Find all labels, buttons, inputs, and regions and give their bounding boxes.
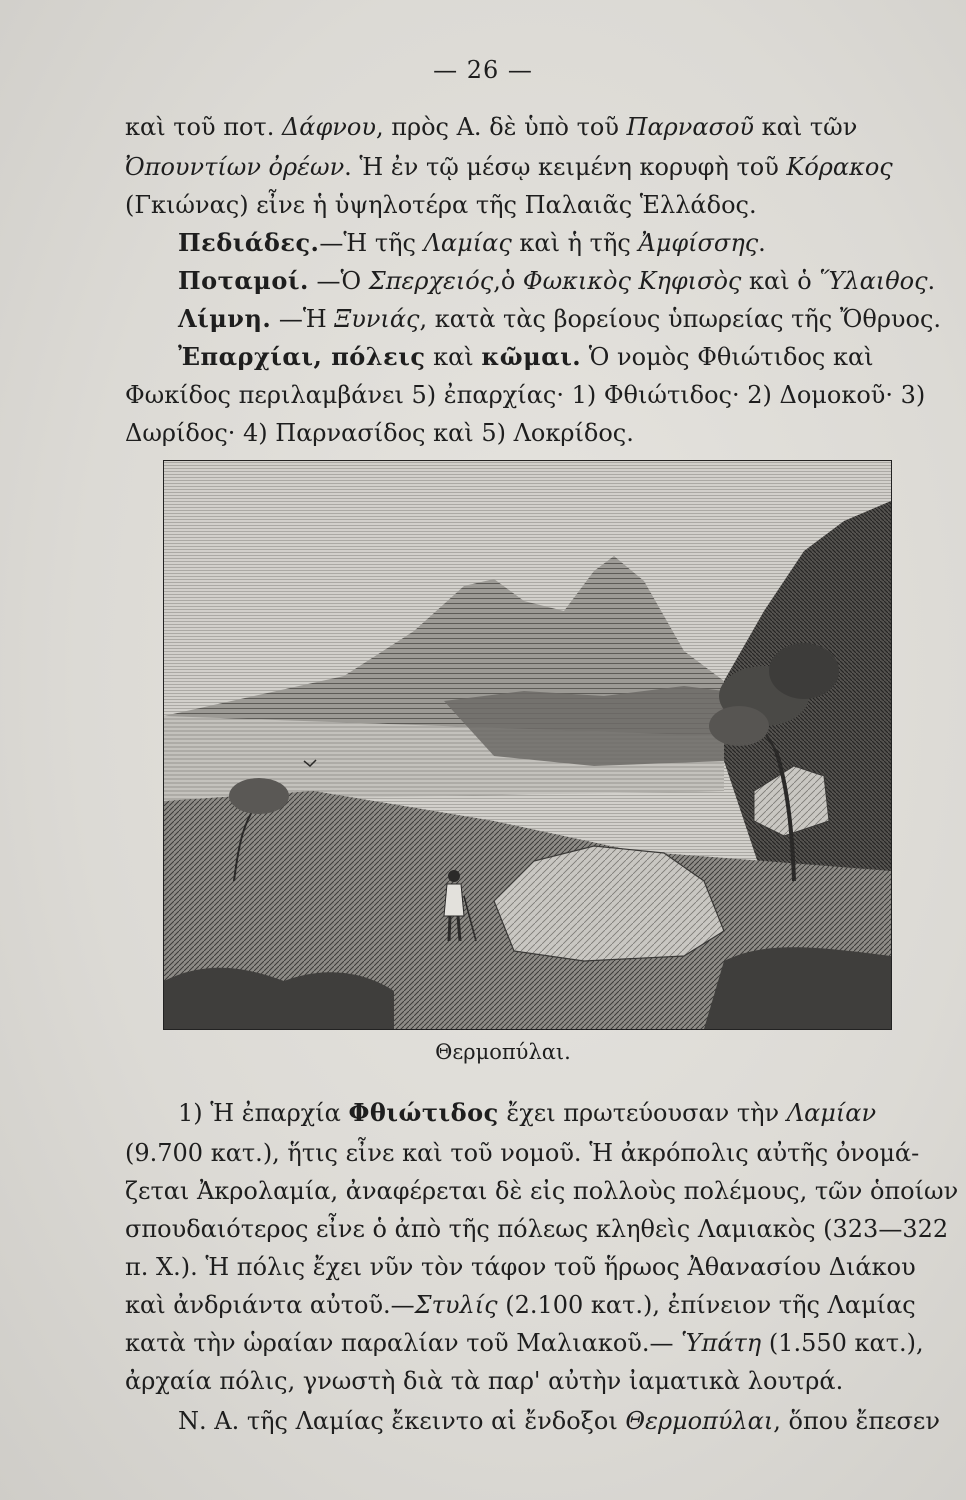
text-line <box>125 1366 843 1396</box>
text-run: (2.100 κατ.), ἐπίνειον τῆς Λαμίας <box>497 1291 916 1319</box>
text-line <box>125 1214 948 1244</box>
text-run: καὶ ὁ <box>741 267 820 295</box>
text-run: Δωρίδος· 4) Παρνασίδος καὶ 5) Λοκρίδος. <box>125 419 634 447</box>
text-run-italic: Ὕλαιθος <box>819 267 928 295</box>
text-line <box>178 1098 876 1128</box>
text-run: κατὰ τὴν ὡραίαν παραλίαν τοῦ Μαλιακοῦ.— <box>125 1329 682 1357</box>
section-heading: Πεδιάδες. <box>178 228 320 257</box>
text-run: καὶ τῶν <box>754 113 858 141</box>
text-run: , ὅπου ἔπεσεν <box>773 1407 940 1435</box>
text-line <box>125 1252 916 1282</box>
text-line <box>125 1176 958 1206</box>
text-run-italic: Λαμίας <box>423 229 512 257</box>
text-run-italic: Ξυνιάς <box>334 305 420 333</box>
section-heading: Φθιώτιδος <box>348 1098 499 1127</box>
text-run: καὶ ἡ τῆς <box>511 229 639 257</box>
text-line <box>125 380 925 410</box>
text-run: Φωκίδος περιλαμβάνει 5) ἐπαρχίας· 1) Φθιώτιδος· 2) Δομοκοῦ· 3) <box>125 381 926 409</box>
text-run: καὶ ἀνδριάντα αὐτοῦ.— <box>125 1291 415 1319</box>
text-run: καὶ <box>425 343 482 371</box>
engraving-illustration <box>163 460 892 1030</box>
text-line <box>178 228 766 258</box>
text-run: —Ἡ <box>271 305 335 333</box>
page-number: — 26 — <box>433 56 533 84</box>
text-line <box>125 1328 924 1358</box>
text-run: (Γκιώνας) εἶνε ἡ ὑψηλοτέρα τῆς Παλαιᾶς Ἑλλάδος. <box>125 191 757 219</box>
text-run-italic: Κόρακος <box>786 153 893 181</box>
section-heading: κῶμαι. <box>481 342 582 371</box>
text-run-italic: Σπερχειός <box>368 267 494 295</box>
text-run: ἔχει πρωτεύουσαν τὴν <box>498 1099 787 1127</box>
text-run-italic: Λαμίαν <box>786 1099 877 1127</box>
text-run: σπουδαιότερος εἶνε ὁ ἀπὸ τῆς πόλεως κληθεὶς Λαμιακὸς (323—322 <box>125 1215 949 1243</box>
text-run: , πρὸς Α. δὲ ὑπὸ τοῦ <box>375 113 627 141</box>
text-run: (9.700 κατ.), ἥτις εἶνε καὶ τοῦ νομοῦ. Ἡ ἀκρόπολις αὐτῆς ὀνομά- <box>125 1139 920 1167</box>
text-line <box>125 418 634 448</box>
text-run-italic: Φωκικὸς Κηφισὸς <box>522 267 742 295</box>
text-run: 1) Ἡ ἐπαρχία <box>178 1099 349 1127</box>
text-run-italic: Δάφνου <box>281 113 376 141</box>
text-run: (1.550 κατ.), <box>761 1329 924 1357</box>
text-line <box>125 1138 919 1168</box>
section-heading: Λίμνη. <box>178 304 272 333</box>
text-run-italic: Ὀπουντίων ὀρέων <box>125 153 345 181</box>
text-line <box>178 342 874 372</box>
figure-caption: Θερμοπύλαι. <box>435 1040 571 1064</box>
text-run: καὶ τοῦ ποτ. <box>125 113 282 141</box>
text-line <box>125 190 757 220</box>
text-run: , κατὰ τὰς βορείους ὑπωρείας τῆς Ὄθρυος. <box>419 305 942 333</box>
text-run-italic: Ἀμφίσσης <box>638 229 759 257</box>
text-run: . <box>758 229 766 257</box>
text-run: . Ἡ ἐν τῷ μέσῳ κειμένη κορυφὴ τοῦ <box>344 153 787 181</box>
text-line <box>125 1290 916 1320</box>
text-run-italic: Παρνασοῦ <box>626 113 754 141</box>
text-run: . <box>927 267 936 295</box>
text-run: π. Χ.). Ἡ πόλις ἔχει νῦν τὸν τάφον τοῦ ἥρωος Ἀθανασίου Διάκου <box>125 1253 916 1281</box>
text-run: ,ὁ <box>493 267 523 295</box>
text-line <box>178 304 941 334</box>
text-run: ζεται Ἀκρολαμία, ἀναφέρεται δὲ εἰς πολλοὺς πολέμους, τῶν ὁποίων <box>125 1177 959 1205</box>
landscape-drawing <box>164 461 891 1029</box>
text-run: —Ἡ τῆς <box>319 229 424 257</box>
text-run: Ν. Α. τῆς Λαμίας ἔκειντο αἱ ἔνδοξοι <box>178 1407 626 1435</box>
text-line <box>125 112 857 142</box>
text-line <box>178 1406 940 1436</box>
text-line <box>178 266 935 296</box>
text-run-italic: Στυλίς <box>414 1291 498 1319</box>
text-run: Ὁ νομὸς Φθιώτιδος καὶ <box>581 343 874 371</box>
text-run: —Ὁ <box>308 267 369 295</box>
section-heading: Ἐπαρχίαι, πόλεις <box>178 342 426 371</box>
text-run-italic: Ὑπάτη <box>681 1329 762 1357</box>
text-run-italic: Θερμοπύλαι <box>625 1407 774 1435</box>
text-run: ἀρχαία πόλις, γνωστὴ διὰ τὰ παρ' αὐτὴν ἰαματικὰ λουτρά. <box>125 1367 844 1395</box>
section-heading: Ποταμοί. <box>178 266 309 295</box>
text-line <box>125 152 893 182</box>
foreground-bushes-right <box>704 947 891 1029</box>
